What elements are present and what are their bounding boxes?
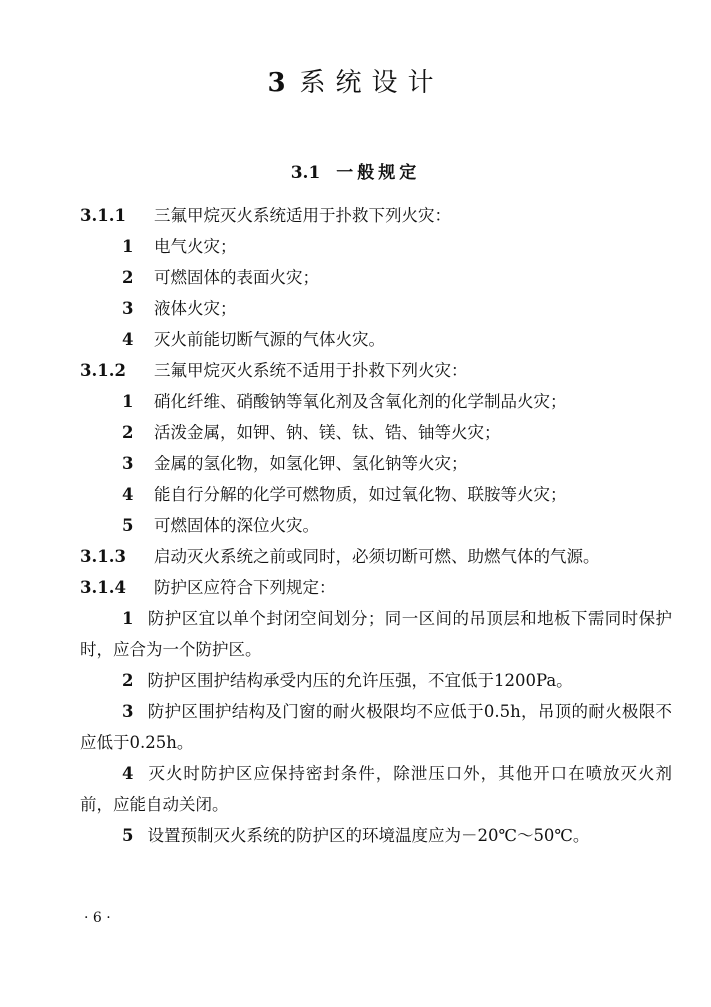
list-item	[80, 417, 672, 448]
clause-number: 3.1.4	[80, 578, 126, 597]
item-number: 5	[122, 826, 134, 845]
item-number: 5	[122, 516, 134, 535]
item-text: 硝化纤维、硝酸钠等氧化剂及含氧化剂的化学制品火灾；	[154, 392, 567, 411]
list-item	[80, 293, 672, 324]
paragraph-item	[80, 758, 672, 820]
clause-text: 启动灭火系统之前或同时，必须切断可燃、助燃气体的气源。	[154, 547, 600, 566]
item-text: 液体火灾；	[154, 299, 237, 318]
clause-number: 3.1.3	[80, 547, 126, 566]
clause-3-1-2	[80, 355, 672, 386]
item-text: 可燃固体的表面火灾；	[154, 268, 319, 287]
paragraph-item	[80, 820, 672, 851]
list-item	[80, 448, 672, 479]
item-number: 3	[122, 299, 134, 318]
item-number: 2	[122, 423, 134, 442]
item-text: 灭火前能切断气源的气体火灾。	[154, 330, 385, 349]
clause-3-1-3	[80, 541, 672, 572]
item-number: 3	[122, 702, 134, 721]
item-number: 2	[122, 268, 134, 287]
clause-number: 3.1.1	[80, 206, 126, 225]
paragraph-item	[80, 603, 672, 665]
item-text: 能自行分解的化学可燃物质，如过氧化物、联胺等火灾；	[154, 485, 567, 504]
item-number: 2	[122, 671, 134, 690]
page-number: · 6 ·	[84, 910, 111, 926]
chapter-heading	[0, 62, 711, 99]
item-number: 1	[122, 392, 134, 411]
item-text: 防护区宜以单个封闭空间划分；同一区间的吊顶层和地板下需同时保护时，应合为一个防护区。	[80, 609, 672, 659]
paragraph-item	[80, 696, 672, 758]
list-item	[80, 324, 672, 355]
item-text: 防护区围护结构承受内压的允许压强，不宜低于1200Pa。	[147, 671, 573, 690]
clause-text: 三氟甲烷灭火系统适用于扑救下列火灾：	[154, 206, 451, 225]
clause-3-1-4	[80, 572, 672, 603]
list-item	[80, 386, 672, 417]
item-number: 4	[122, 764, 134, 783]
chapter-number: 3	[267, 68, 286, 98]
section-heading	[0, 158, 711, 183]
item-text: 电气火灾；	[154, 237, 237, 256]
paragraph-item	[80, 665, 672, 696]
item-text: 金属的氢化物，如氢化钾、氢化钠等火灾；	[154, 454, 468, 473]
item-text: 设置预制灭火系统的防护区的环境温度应为－20℃～50℃。	[147, 826, 590, 845]
item-text: 活泼金属，如钾、钠、镁、钛、锆、铀等火灾；	[154, 423, 501, 442]
clause-number: 3.1.2	[80, 361, 126, 380]
item-number: 4	[122, 330, 134, 349]
item-number: 1	[122, 609, 134, 628]
item-number: 1	[122, 237, 134, 256]
list-item	[80, 231, 672, 262]
list-item	[80, 510, 672, 541]
section-title: 一般规定	[336, 163, 421, 183]
item-number: 3	[122, 454, 134, 473]
clause-text: 三氟甲烷灭火系统不适用于扑救下列火灾：	[154, 361, 468, 380]
clause-text: 防护区应符合下列规定：	[154, 578, 336, 597]
body-text	[80, 200, 672, 851]
list-item	[80, 262, 672, 293]
item-text: 灭火时防护区应保持密封条件，除泄压口外，其他开口在喷放灭火剂前，应能自动关闭。	[80, 764, 672, 814]
item-number: 4	[122, 485, 134, 504]
chapter-title: 系统设计	[299, 68, 444, 98]
section-number: 3.1	[290, 163, 321, 183]
clause-3-1-1	[80, 200, 672, 231]
item-text: 可燃固体的深位火灾。	[154, 516, 319, 535]
item-text: 防护区围护结构及门窗的耐火极限均不应低于0.5h，吊顶的耐火极限不应低于0.25h。	[80, 702, 672, 752]
list-item	[80, 479, 672, 510]
